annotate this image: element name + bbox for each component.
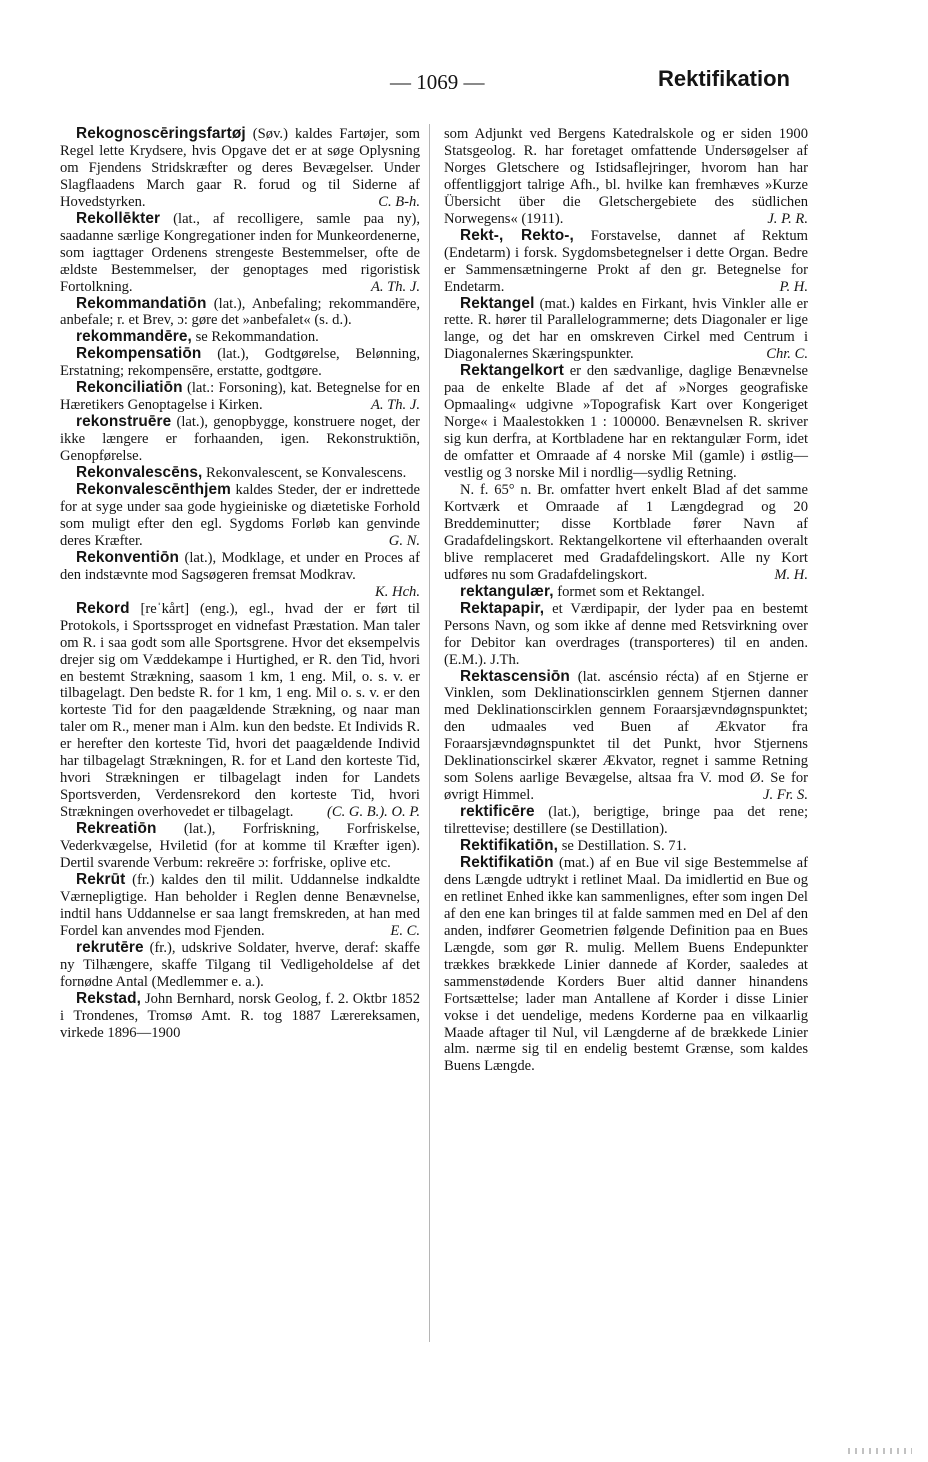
entry-headword: Rekonventiōn: [76, 548, 179, 566]
entry-text: (lat.), Godtgørelse, Belønning, Erstatning; rekompensēre, erstatte, godtgøre.: [60, 346, 420, 380]
entry-text: (lat. ascénsio récta) af en Stjerne er Vinklen, som Deklinationscirklen gennem Stjernen danner med Deklinationscirklen gennem Foraarsjævndøgnspunktet; den udmaales ved Buen af Ækvator fra Foraarsjævndøgnspunktet til det Punkt, hvor Stjernens Deklinationscirkel skærer Ækvator, regnet i samme Retning som Solens aarlige Bevægelse, altsaa fra V. mod Ø. Se for øvrigt Himmel.: [444, 668, 808, 804]
entry-signature: A. Th. J.: [370, 278, 420, 295]
entry-text: (fr.) kaldes den til milit. Uddannelse indkaldte Værnepligtige. Han beholder i Reglen denne Benævnelse, indtil hans Uddannelse er saa langt fremskreden, at han med Fordel kan anvendes mod Fjenden.: [60, 871, 420, 939]
entry-headword: rektangulær,: [460, 582, 554, 600]
entry-headword: rekonstruēre: [76, 413, 172, 431]
dictionary-entry: [60, 821, 420, 872]
dictionary-entry: [444, 228, 808, 296]
right-column: [444, 126, 808, 1075]
entry-text: er den sædvanlige, daglige Benævnelse paa de enkelte Blade af det af »Norges geografiske Opmaaling« udgivne »Topografisk Kart over Kongeriget Norge« i Maalestokken 1 : 100000. Benævnelsen R. skriver sig kun derfra, at Kortbladene har en rektangulær Form, idet de omfatter et Omraade af 4 norske Mil (gamle) i østlig—vestlig og 3 norske Mil i nordlig—sydlig Retning.: [444, 363, 808, 482]
entry-headword: Rektifikatiōn: [460, 853, 554, 871]
dictionary-entry: [60, 601, 420, 821]
entry-signature: M. H.: [774, 566, 808, 583]
entry-text: (lat.), genopbygge, konstruere noget, der ikke længere er forhaanden, igen. Rekonstruktiōn, Genopførelse.: [60, 414, 420, 465]
dictionary-entry: [60, 329, 420, 346]
entry-signature: G. N.: [388, 532, 420, 549]
dictionary-entry: [60, 346, 420, 380]
dictionary-entry: [444, 669, 808, 805]
dictionary-entry: [444, 363, 808, 482]
running-head: Rektifikation: [657, 66, 790, 91]
column-divider: [429, 124, 430, 1342]
entry-headword: rekommandēre,: [76, 328, 192, 346]
dictionary-entry: [60, 991, 420, 1042]
entry-headword: Rekompensatiōn: [76, 345, 202, 363]
left-column: [60, 126, 420, 1041]
entry-headword: Rekreatiōn: [76, 820, 157, 838]
dictionary-entry: [444, 838, 808, 855]
entry-text: (lat.), Modklage, et under en Proces af den indstævnte mod Sagsøgeren fremsat Modkrav.: [60, 549, 420, 583]
entry-signature: K. Hch.: [375, 583, 420, 600]
entry-text: N. f. 65° n. Br. omfatter hvert enkelt Blad af det samme Kortværk et Omraade af 1 Længdegrad og 20 Breddeminutter; disse Kortblade fører Navn af Gradafdelingskort. Rektangelkortene vil efterhaanden overalt blive remplaceret med Gradafdelingskort. Alle ny Kort udføres nu som Gradafdelingskort.: [444, 482, 808, 583]
entry-headword: Rekonvalescēns,: [76, 464, 203, 482]
entry-text: (lat.), berigtige, bringe paa det rene; tilrettevise; destillere (se Destillation).: [444, 804, 808, 838]
entry-headword: Rekonciliatiōn: [76, 379, 183, 397]
entry-text: (lat.: Forsoning), kat. Betegnelse for en Hæretikers Genoptagelse i Kirken.: [60, 380, 420, 414]
dictionary-entry: [444, 855, 808, 1075]
entry-text: som Adjunkt ved Bergens Katedralskole og er siden 1900 Statsgeolog. R. har foretaget omfattende Undersøgelser af Norges Gletschere og Istidsaflejringer, hvorom han har offentliggjort talrige Afh., bl. hvilke kan fremhæves »Kurze Übersicht über die Gletschergebiete des südlichen Norwegens« (1911).: [444, 126, 808, 227]
entry-headword: Rekommandatiōn: [76, 294, 207, 312]
entry-headword: rekrutēre: [76, 938, 144, 956]
dictionary-entry: [60, 126, 420, 211]
dictionary-entry: [60, 482, 420, 550]
entry-headword: Rektapapir,: [460, 599, 545, 617]
entry-signature: C. B-h.: [378, 193, 420, 210]
entry-signature: Chr. C.: [766, 346, 808, 363]
entry-text: (lat.), Forfriskning, Forfriskelse, Vederkvægelse, Hviletid (for at komme til Kræfter igen). Dertil svarende Verbum: rekreēre ɔ: forfriske, oplive etc.: [60, 821, 420, 871]
entry-text: (mat.) af en Bue vil sige Bestemmelse af dens Længde udtrykt i retlinet Maal. Da imidlertid en Bue og en retlinet Enhed ikke kan sammenlignes, efter som ingen Del af den ene kan bringes til at falde sammen med en Del af den anden, indfører Geometrien følgende Definition paa en Bues Længde, som gør R. mulig. Mellem Buens Endepunkter trækkes brækkede Linier dannede af Korder, saaledes at sammenstødende Korders Buer altid danner hinandens Fortsættelse; lader man Antallene af Korder i disse Linier vokse i det uendelige, medens Korderne paa en vilkaarlig Maade aftager til Nul, vil Længderne af de brækkede Linier alm. nærme sig til en endelig bestemt Grænse, som kaldes Buens Længde.: [444, 854, 808, 1075]
entry-headword: Rekonvalescēnthjem: [76, 481, 231, 499]
dictionary-entry: [60, 872, 420, 940]
dictionary-entry: [60, 550, 420, 601]
dictionary-entry: [60, 211, 420, 296]
entry-text: kaldes Steder, der er indrettede for at syge under saa gode hygieiniske og diætetiske Forhold som muligt efter den egl. Sygdoms Forløb kan genvinde deres Kræfter.: [60, 482, 420, 549]
entry-headword: rektificēre: [460, 803, 535, 821]
entry-headword: Rektangel: [460, 294, 535, 312]
entry-headword: Rekrūt: [76, 870, 126, 888]
entry-headword: Rektangelkort: [460, 362, 564, 380]
entry-signature: J. P. R.: [767, 210, 808, 227]
entry-headword: Rektifikatiōn,: [460, 837, 559, 855]
page-number: — 1069 —: [390, 70, 485, 94]
page-header: [60, 66, 790, 96]
entry-text: (fr.), udskrive Soldater, hverve, deraf: skaffe ny Tilhængere, skaffe Tilgang til Vedligeholdelse af det fornødne Antal (Medlemmer e. a.).: [60, 939, 420, 990]
entry-text: formet som et Rektangel.: [553, 583, 705, 600]
entry-text: (Søv.) kaldes Fartøjer, som Regel lette Krydsere, hvis Opgave det er at søge Oplysning om Fjendens Stridskræfter og deres Bevægelser. Under Slagflaadens March gaar R. forud og til Siderne af Hovedstyrken.: [60, 126, 420, 210]
entry-signature: P. H.: [779, 278, 808, 295]
entry-text: John Bernhard, norsk Geolog, f. 2. Oktbr 1852 i Trondenes, Tromsø Amt. R. tog 1887 Lærereksamen, virkede 1896—1900: [60, 990, 420, 1041]
entry-headword: Rekognoscēringsfartøj: [76, 125, 246, 142]
dictionary-entry: [444, 584, 808, 601]
dictionary-entry: [444, 804, 808, 838]
entry-headword: Rekt-, Rekto-,: [460, 226, 574, 244]
entry-text: [reˈkårt] (eng.), egl., hvad der er ført til Protokols, i Sportssproget en vidnefast Præstation. Man taler om R. i saa godt som alle Sportsgrene. Hvor det eksempelvis drejer sig om Væddekampe i Hurtighed, er R. den Tid, hvori en bestemt Strækning, saasom 1 km, 1 eng. Mil, o. s. v. er tilbagelagt. Den bedste R. for 1 km, 1 eng. Mil o. s. v. er den korteste Tid for den paagældende Strækning, og naar man taler om R., mener man i Alm. kun den bedste. Et Individs R. er herefter den korteste Tid, hvori det paagældende Individ har tilbagelagt Strækningen, R. for et Land den korteste Tid, hvori Strækningen er tilbagelagt inden for Landets Sportsverden, Verdensrekord den korteste Tid, hvori Strækningen overhovedet er tilbagelagt.: [60, 600, 420, 821]
scan-speck: [848, 1448, 912, 1454]
entry-headword: Rektascensiōn: [460, 667, 570, 685]
entry-text: (mat.) kaldes en Firkant, hvis Vinkler alle er rette. R. hører til Parallelogrammerne; dets Diagonaler er lige lange, og det har en omskreven Cirkel med Centrum i Diagonalernes Skæringspunkter.: [444, 295, 808, 363]
dictionary-entry: [60, 465, 420, 482]
entry-text: (lat.), Anbefaling; rekommandēre, anbefale; r. et Brev, ɔ: gøre det »anbefalet« (s. d.).: [60, 295, 420, 329]
dictionary-entry: [444, 296, 808, 364]
dictionary-entry: [444, 482, 808, 584]
entry-text: se Destillation. S. 71.: [558, 838, 687, 855]
entry-text: Rekonvalescent, se Konvalescens.: [202, 465, 407, 482]
dictionary-entry: [60, 940, 420, 991]
entry-signature: J. Fr. S.: [763, 787, 808, 804]
entry-text: (lat., af recolligere, samle paa ny), saadanne særlige Kongregationer inden for Munkeordenerne, som iagttager Ordenens strengeste Bestemmelser, ofte de ældste Bestemmelser, der genoptages med rigoristisk Fortolkning.: [60, 210, 420, 295]
dictionary-entry: [60, 380, 420, 414]
entry-headword: Rekstad,: [76, 989, 141, 1007]
entry-text: Forstavelse, dannet af Rektum (Endetarm) i forsk. Sygdomsbetegnelser i dette Organ. Bedre er Sammensætningerne Prokt af den gr. Betegnelse for Endetarm.: [444, 227, 808, 295]
entry-headword: Rekollēkter: [76, 209, 161, 227]
dictionary-entry: [444, 126, 808, 228]
entry-signature: E. C.: [390, 922, 420, 939]
entry-signature: A. Th. J.: [370, 397, 420, 414]
entry-text: et Værdipapir, der lyder paa en bestemt Persons Navn, og som ikke af denne med Retsvirkning over for Debitor kan overdrages (transporteres) til en anden. (E.M.). J.Th.: [444, 600, 808, 668]
entry-signature: (C. G. B.). O. P.: [327, 804, 420, 821]
entry-text: se Rekommandation.: [191, 329, 319, 346]
entry-headword: Rekord: [76, 599, 130, 617]
dictionary-entry: [60, 414, 420, 465]
dictionary-entry: [444, 601, 808, 669]
dictionary-entry: [60, 296, 420, 330]
